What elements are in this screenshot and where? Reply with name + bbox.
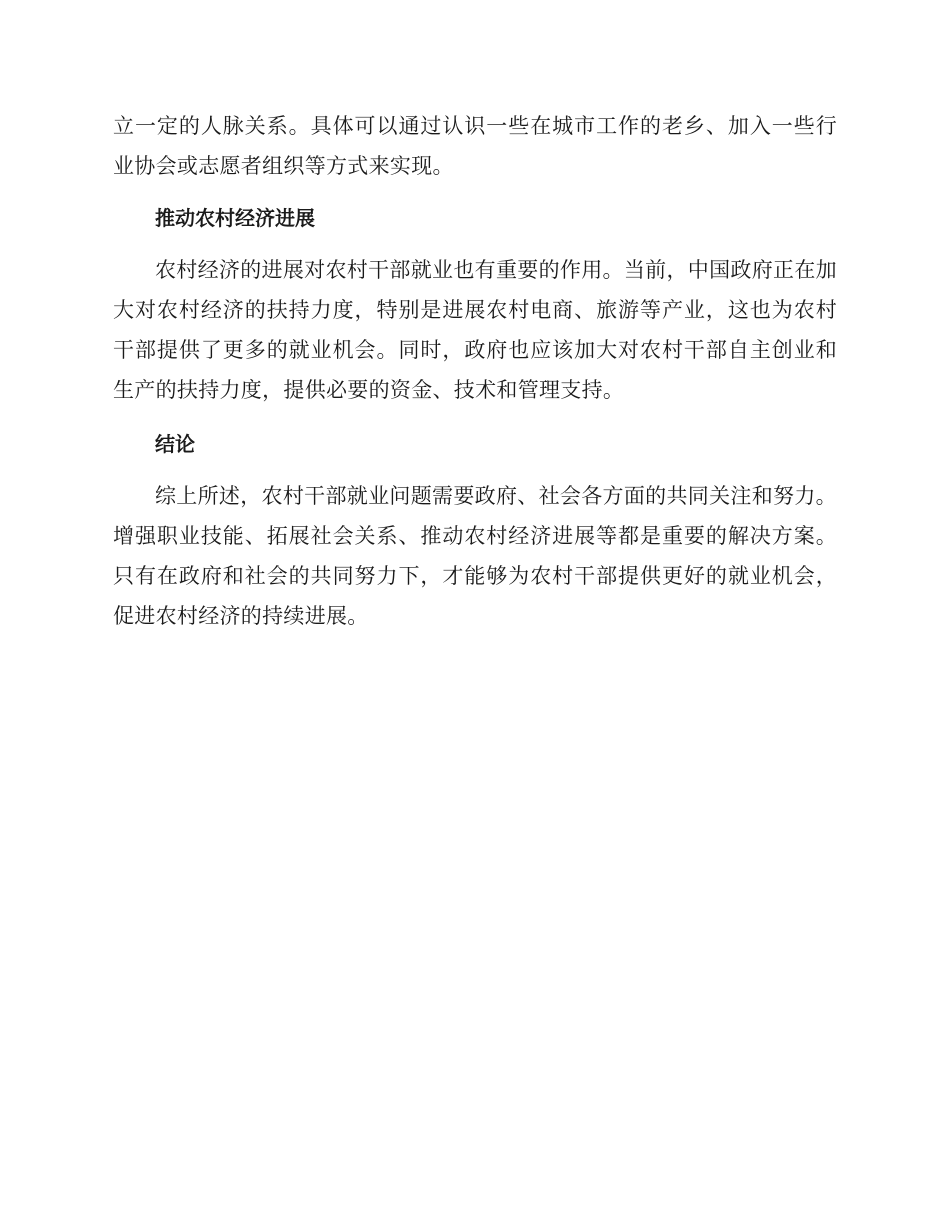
section-paragraph-rural-economy: 农村经济的进展对农村干部就业也有重要的作用。当前，中国政府正在加大对农村经济的扶持力度，特别是进展农村电商、旅游等产业，这也为农村干部提供了更多的就业机会。同时，政府也应该加大对农村干部自主创业和生产的扶持力度，提供必要的资金、技术和管理支持。 [113,258,837,402]
document-page [113,106,837,636]
section-heading-rural-economy: 推动农村经济进展 [155,206,315,230]
spacer [113,186,837,198]
intro-paragraph: 立一定的人脉关系。具体可以通过认识一些在城市工作的老乡、加入一些行业协会或志愿者组织等方式来实现。 [113,114,837,178]
spacer [113,464,837,476]
spacer [113,410,837,424]
section-heading-conclusion: 结论 [155,432,195,456]
spacer [113,238,837,250]
section-paragraph-conclusion: 综上所述，农村干部就业问题需要政府、社会各方面的共同关注和努力。增强职业技能、拓展社会关系、推动农村经济进展等都是重要的解决方案。只有在政府和社会的共同努力下，才能够为农村干部提供更好的就业机会，促进农村经济的持续进展。 [113,484,837,628]
